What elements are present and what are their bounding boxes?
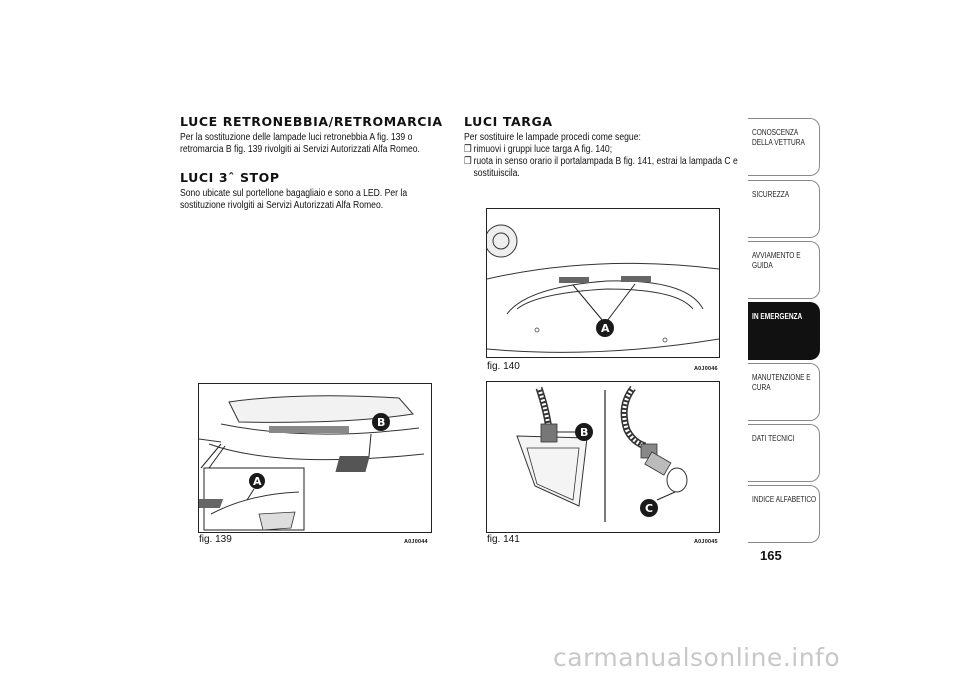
figure-139-caption: fig. 139 [199, 534, 232, 545]
section-body-terzo-stop: Sono ubicate sul portellone bagagliaio e sono a LED. Per la sostituzione rivolgiti ai Servizi Autorizzati Alfa Romeo. [180, 188, 408, 211]
section-title-luci-targa: LUCI TARGA [464, 114, 553, 129]
tab-label: IN EMERGENZA [752, 312, 803, 321]
label-b-text: B [377, 416, 386, 429]
tab-sicurezza[interactable] [748, 180, 820, 238]
left-column [180, 114, 450, 212]
right-column [464, 114, 738, 180]
tab-in-emergenza[interactable] [748, 302, 820, 360]
section-title-terzo-stop: LUCI 3ˆ STOP [180, 170, 280, 185]
bulb-holder-illustration [487, 382, 719, 532]
section-title-retronebbia: LUCE RETRONEBBIA/RETROMARCIA [180, 114, 443, 129]
rear-bumper-illustration [199, 384, 431, 532]
tab-label: CONOSCENZA DELLA VETTURA [752, 128, 805, 147]
figure-140 [486, 208, 720, 358]
step-text: rimuovi i gruppi luce targa A fig. 140; [473, 144, 613, 155]
tab-label: SICUREZZA [752, 190, 790, 199]
figure-141-code: A0J0045 [694, 539, 718, 545]
label-c-text: C [645, 502, 654, 515]
figure-140-code: A0J0046 [694, 366, 718, 372]
figure-140-caption: fig. 140 [487, 361, 520, 372]
luci-targa-intro: Per sostituire le lampade procedi come segue: [464, 132, 641, 143]
bullet-icon: ❒ [464, 156, 472, 167]
label-b-text: B [580, 426, 589, 439]
license-plate-light-illustration [487, 209, 719, 357]
step-item [464, 156, 738, 180]
figure-141-caption: fig. 141 [487, 534, 520, 545]
tab-indice-alfabetico[interactable] [748, 485, 820, 543]
tab-label: MANUTENZIONE E CURA [752, 373, 811, 392]
step-item [464, 144, 738, 156]
label-a-text: A [253, 475, 262, 488]
figure-141 [486, 381, 720, 533]
label-a-text: A [601, 322, 610, 335]
tab-manutenzione-e-cura[interactable] [748, 363, 820, 421]
bullet-icon: ❒ [464, 144, 472, 155]
section-body-retronebbia: Per la sostituzione delle lampade luci retronebbia A fig. 139 o retromarcia B fig. 139 rivolgiti ai Servizi Autorizzati Alfa Romeo. [180, 132, 420, 155]
tab-avviamento-e-guida[interactable] [748, 241, 820, 299]
tab-dati-tecnici[interactable] [748, 424, 820, 482]
tab-label: AVVIAMENTO E GUIDA [752, 251, 801, 270]
figure-139 [198, 383, 432, 533]
tab-label: DATI TECNICI [752, 434, 795, 443]
watermark: carmanualsonline.info [553, 643, 841, 672]
tab-label: INDICE ALFABETICO [752, 495, 817, 504]
step-text: ruota in senso orario il portalampada B fig. 141, estrai la lampada C e sostituiscila. [473, 156, 738, 179]
figure-139-code: A0J0044 [404, 539, 428, 545]
page-number: 165 [760, 548, 782, 563]
tab-conoscenza-della-vettura[interactable] [748, 118, 820, 176]
